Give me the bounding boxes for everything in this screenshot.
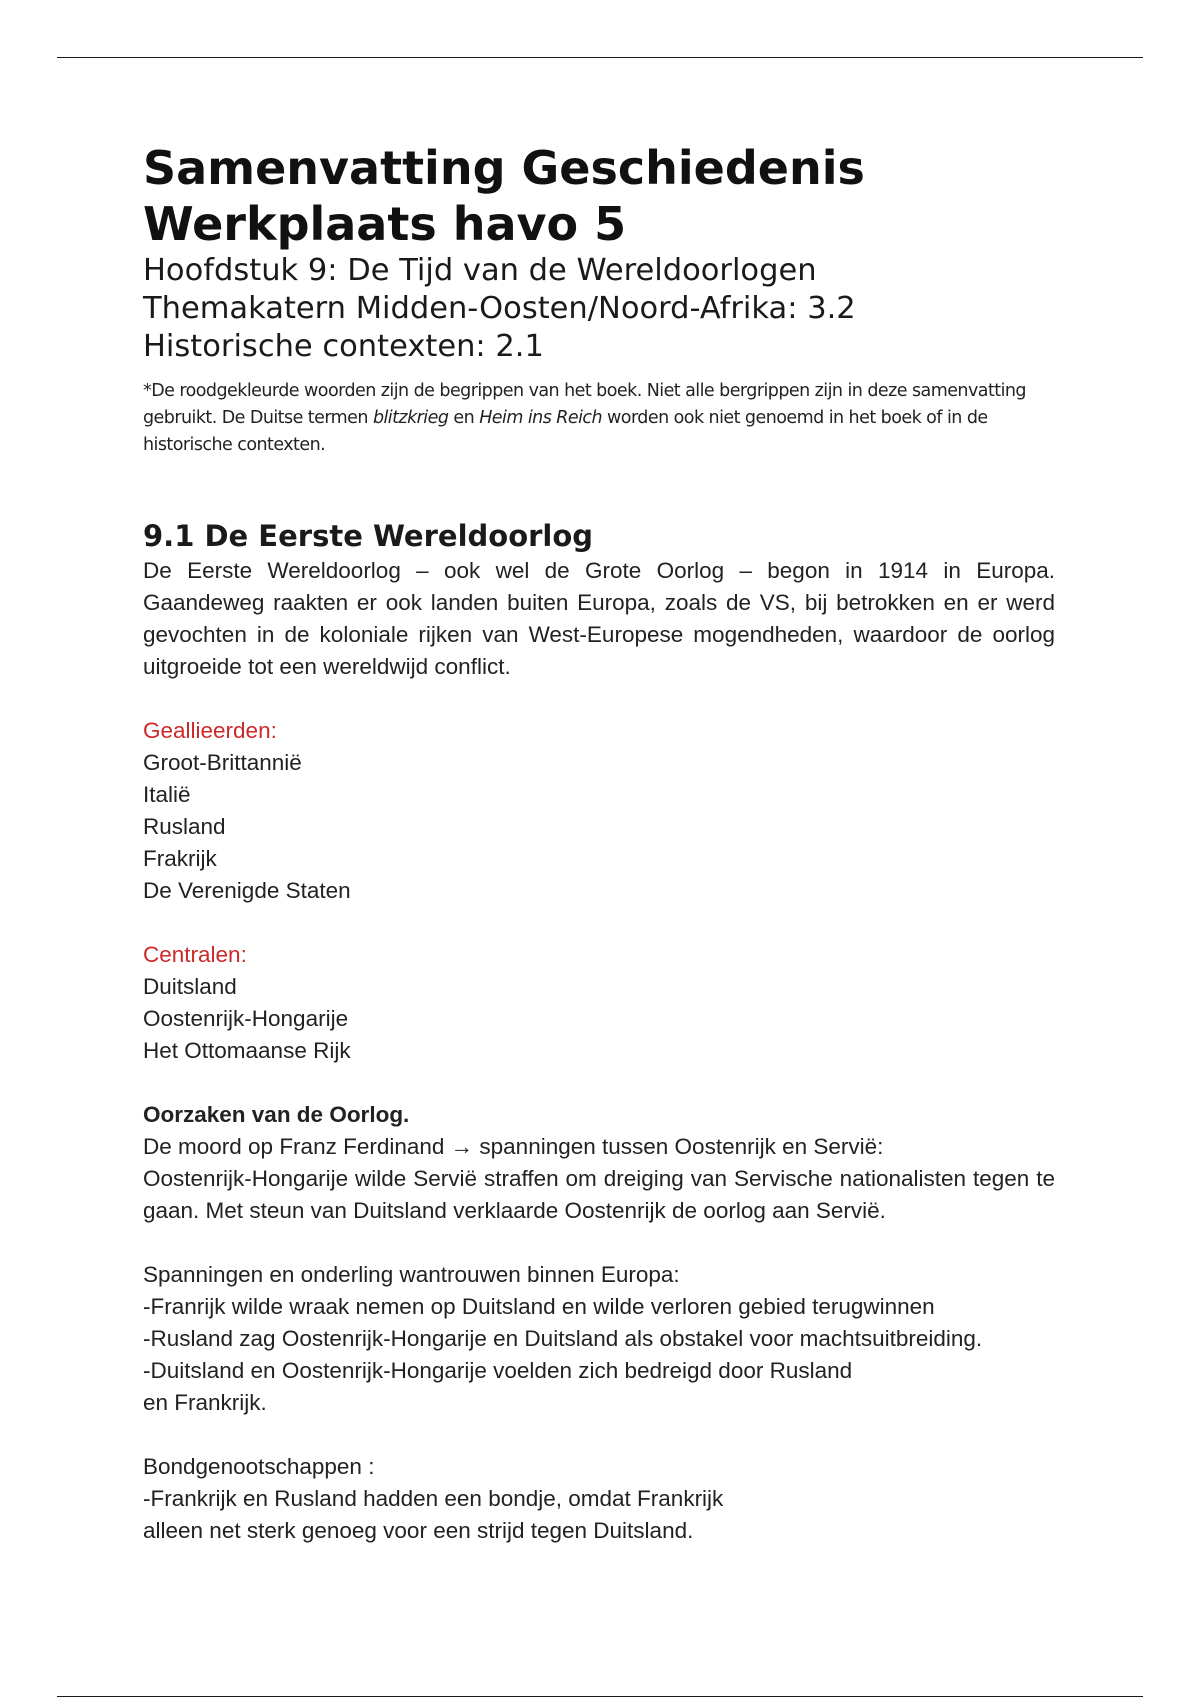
note-text-1: *De roodgekleurde woorden zijn de begrippen van het boek. Niet alle bergrippen zijn in deze samenvatting gebruikt. De Duitse termen xyxy=(143,381,1026,428)
causes-heading: Oorzaken van de Oorlog. xyxy=(143,1102,410,1127)
title-line-2: Werkplaats havo 5 xyxy=(143,197,627,251)
allies-heading xyxy=(143,715,1055,747)
tensions-line: -Franrijk wilde wraak nemen op Duitsland en wilde verloren gebied terugwinnen xyxy=(143,1294,935,1319)
note-term-heim-ins-reich: Heim ins Reich xyxy=(479,408,603,428)
document-title xyxy=(143,140,1055,252)
subtitle-themakatern: Themakatern Midden-Oosten/Noord-Afrika: 3.2 xyxy=(143,291,856,326)
list-item: Groot-Brittannië xyxy=(143,750,302,775)
tensions-line: -Duitsland en Oostenrijk-Hongarije voelden zich bedreigd door Rusland xyxy=(143,1358,853,1383)
central-heading xyxy=(143,939,1055,971)
central-term: Centralen xyxy=(143,942,241,967)
subtitle-chapter: Hoofdstuk 9: De Tijd van de Wereldoorlogen xyxy=(143,253,817,288)
alliances-line: -Frankrijk en Rusland hadden een bondje, omdat Frankrijk xyxy=(143,1486,724,1511)
alliances-line: alleen net sterk genoeg voor een strijd tegen Duitsland. xyxy=(143,1518,694,1543)
footer-rule xyxy=(57,1696,1143,1697)
list-item: Duitsland xyxy=(143,974,237,999)
tensions-line: -Rusland zag Oostenrijk-Hongarije en Duitsland als obstakel voor machtsuitbreiding. xyxy=(143,1326,983,1351)
list-item: Oostenrijk-Hongarije xyxy=(143,1006,349,1031)
allies-colon: : xyxy=(270,718,277,743)
central-list xyxy=(143,971,1055,1067)
list-item: Italië xyxy=(143,782,191,807)
central-colon: : xyxy=(240,942,247,967)
section-heading: 9.1 De Eerste Wereldoorlog xyxy=(143,519,594,553)
list-item: Rusland xyxy=(143,814,226,839)
title-line-1: Samenvatting Geschiedenis xyxy=(143,141,865,195)
document-page xyxy=(143,140,1055,1547)
allies-term: Geallieerden xyxy=(143,718,271,743)
note-text-3: worden ook niet genoemd in het boek of in de historische contexten. xyxy=(143,408,988,455)
list-item: Frakrijk xyxy=(143,846,217,871)
causes-line: De moord op Franz Ferdinand → spanningen tussen Oostenrijk en Servië: xyxy=(143,1134,884,1159)
list-item: De Verenigde Staten xyxy=(143,878,351,903)
header-rule xyxy=(57,57,1143,58)
section-intro: De Eerste Wereldoorlog – ook wel de Grote Oorlog – begon in 1914 in Europa. Gaandeweg raakten er ook landen buiten Europa, zoals de VS, bij betrokken en er werd gevochten in de koloniale rijken van West-Europese mogendheden, waardoor de oorlog uitgroeide tot een wereldwijd conflict. xyxy=(143,558,1055,679)
tensions-line: en Frankrijk. xyxy=(143,1390,267,1415)
causes-paragraph: Oostenrijk-Hongarije wilde Servië straffen om dreiging van Servische nationalisten tegen te gaan. Met steun van Duitsland verklaarde Oostenrijk de oorlog aan Servië. xyxy=(143,1166,1055,1223)
footnote xyxy=(143,378,1055,459)
note-term-blitzkrieg: blitzkrieg xyxy=(372,408,449,428)
tensions-heading: Spanningen en onderling wantrouwen binnen Europa: xyxy=(143,1262,680,1287)
allies-list xyxy=(143,747,1055,907)
subtitle-contexten: Historische contexten: 2.1 xyxy=(143,329,544,364)
note-text-2: en xyxy=(448,408,480,428)
list-item: Het Ottomaanse Rijk xyxy=(143,1038,351,1063)
alliances-heading: Bondgenootschappen : xyxy=(143,1454,375,1479)
